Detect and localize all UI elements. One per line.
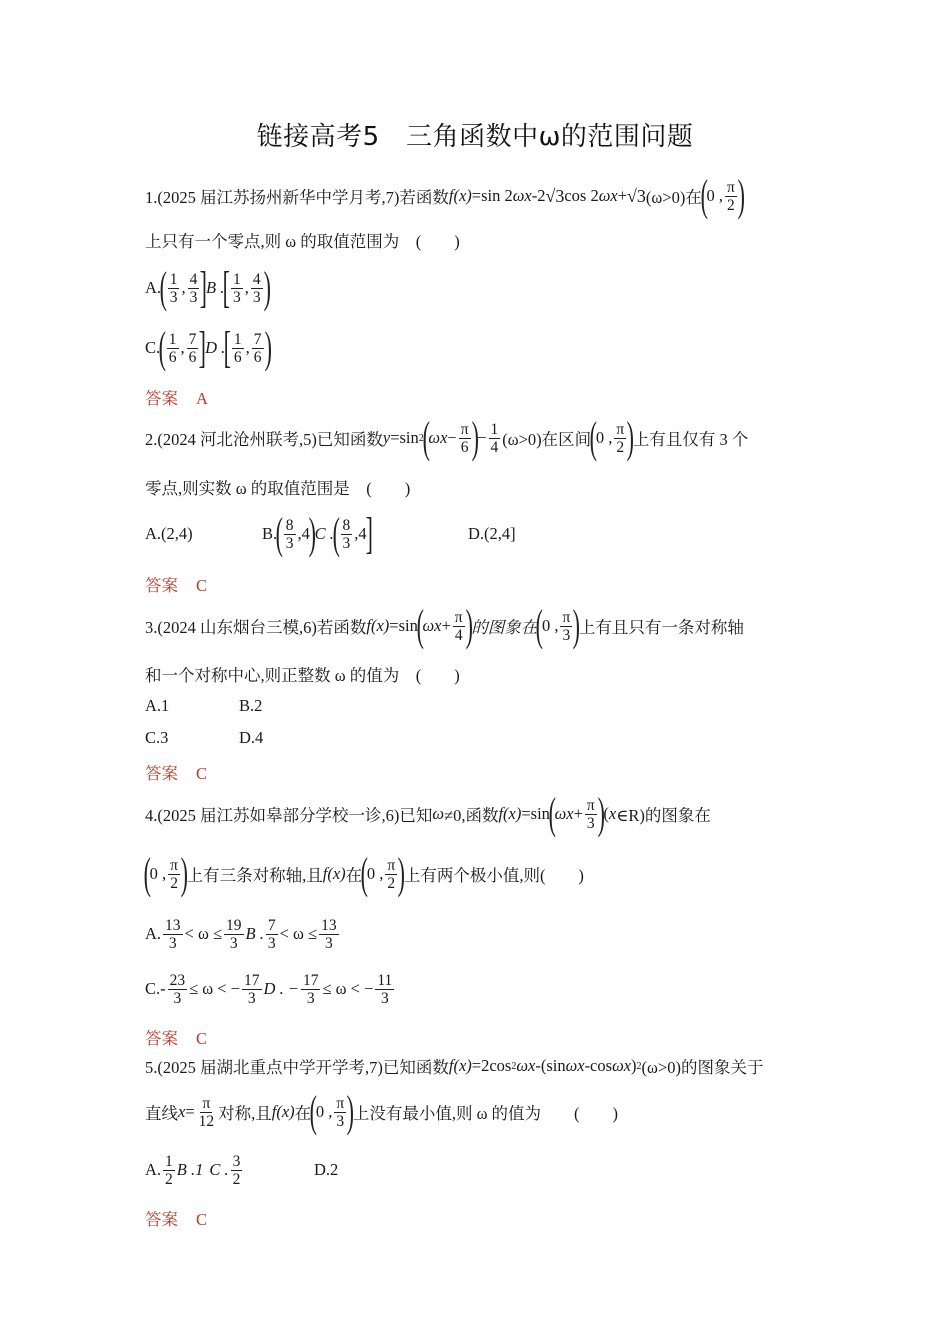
q3-option-b: B.2 [239,696,263,715]
q1-option-c-label: C. [145,338,161,357]
q1-text: -2 [531,186,546,205]
q5-option-d: D.2 [314,1160,339,1179]
q1-source: 1.(2025 届江苏扬州新华中学月考,7)若函数 [145,188,449,207]
q5-options-abc: A. $\frac{1}{2}$ B .1 C . $\frac{3}{2}$ [145,1152,241,1188]
question-4-line-2: ( 0 , $\frac{\pi}{2}$ ) 上有三条对称轴,且 f(x) 在 ( 0 , $\frac{\pi}{2}$ ) 上有两个极小值,则( ) [143,849,584,898]
q1-plus: + [617,186,628,205]
q3-answer: 答案 C [145,764,208,783]
q4-answer: 答案 C [145,1029,208,1048]
q4-options-ab: A. $\frac{13}{3}$ < ω ≤ $\frac{19}{3}$ B . $\frac{7}{3}$ < ω ≤ $\frac{13}{3}$ [145,916,337,952]
q1-option-a-label: A. [145,278,162,297]
question-4-line-1: 4.(2025 届江苏如皋部分学校一诊,6)已知 ω ≠0,函数 f(x) =sin ( ωx + $\frac{\pi}{3}$ ) ( x ∈R)的图象在 [145,789,711,838]
q1-option-b-label: B . [205,278,225,297]
question-2-line-2: 零点,则实数 ω 的取值范围是 ( ) [145,479,411,498]
question-5-line-2: 直线 x = $\frac{\pi}{12}$ 对称,且 f(x) 在 ( 0 , $\frac{\pi}{3}$ ) 上没有最小值,则 ω 的值为 ( ) [145,1087,619,1136]
q1-sqrt3: √3 [627,185,646,206]
question-1-line-2: 上只有一个零点,则 ω 的取值范围为 ( ) [145,232,460,251]
page-title: 链接高考5 三角函数中ω的范围问题 [256,122,694,152]
question-2-line-1: 2.(2024 河北沧州联考,5)已知函数 y =sin 2 ( ωx − $\frac{\pi}{6}$ ) − $\frac{1}{4}$ (ω>0)在区间 ( 0 , $\frac{\pi}{2}$ ) 上有且仅有 3 个 [145,413,749,462]
paren-left: ( [700,171,708,220]
q2-option-d: D.(2,4] [468,524,516,543]
q1-text: =sin 2 [471,186,513,205]
q1-fx: f(x) [448,186,472,205]
q1-options-ab: A. ( $\frac{1}{3}$ , $\frac{4}{3}$ ] B . [ $\frac{1}{3}$ , $\frac{4}{3}$ ) [145,263,271,312]
q1-answer: 答案 A [145,389,208,408]
q4-options-cd: C.- $\frac{23}{3}$ ≤ ω < − $\frac{17}{3}$ D . − $\frac{17}{3}$ ≤ ω < − $\frac{11}{3}$ [145,971,393,1007]
q1-sqrt3: √3 [545,185,565,206]
q1-interval-start: 0 , [706,186,723,205]
q1-text: cos 2 [564,186,599,205]
q5-answer: 答案 C [145,1210,208,1229]
q1-interval-fraction: $\frac{\pi}{2}$ [726,178,735,214]
q1-option-d-label: D . [205,338,226,357]
q1-var: ωx [512,186,532,205]
question-3-line-2: 和一个对称中心,则正整数 ω 的值为 ( ) [145,666,460,685]
q3-option-d: D.4 [239,728,264,747]
question-1-line-1 [145,171,815,220]
q2-option-a: A.(2,4) [145,524,193,543]
question-5-line-1: 5.(2025 届湖北重点中学开学考,7)已知函数 f(x) =2cos 2 ωx -(sin ωx -cos ωx ) 2 (ω>0)的图象关于 [145,1056,764,1077]
q2-answer: 答案 C [145,576,208,595]
q3-option-a: A.1 [145,696,170,715]
paren-right: ) [737,171,745,220]
q1-text: (ω>0)在 [645,188,702,207]
q2-options-bc: B. ( $\frac{8}{3}$ ,4 ) C . ( $\frac{8}{3}$ ,4 ] [262,509,373,558]
q3-option-c: C.3 [145,728,169,747]
q1-options-cd: C. ( $\frac{1}{6}$ , $\frac{7}{6}$ ] D . [ $\frac{1}{6}$ , $\frac{7}{6}$ ) [145,323,272,372]
question-3-line-1: 3.(2024 山东烟台三模,6)若函数 f(x) =sin ( ωx + $\frac{\pi}{4}$ ) 的图象在 ( 0 , $\frac{\pi}{3}$ ) 上有且只有一条对称轴 [145,601,744,650]
q1-var: ωx [598,186,618,205]
